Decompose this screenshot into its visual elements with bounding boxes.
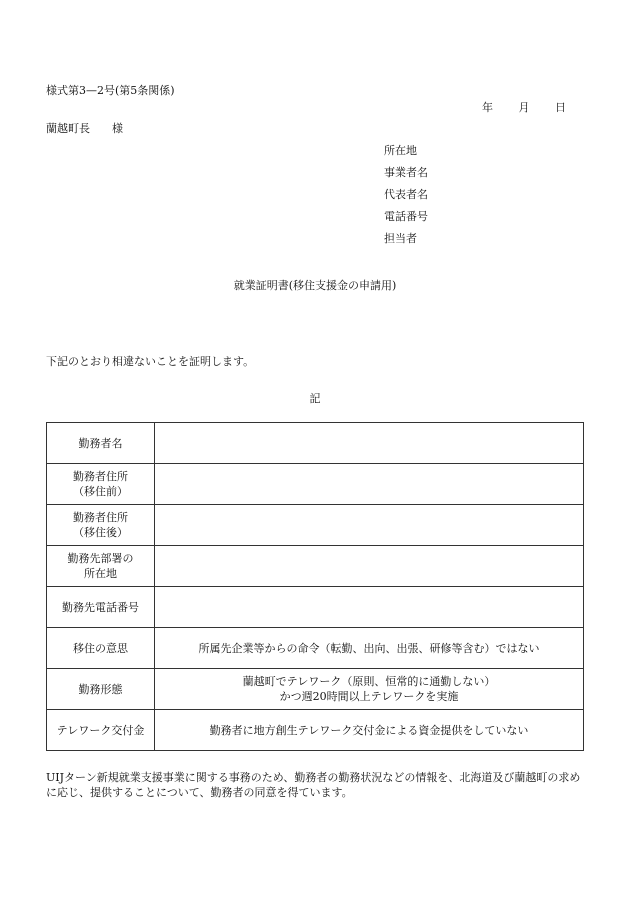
- table-row: [47, 628, 584, 669]
- addressee-name: 蘭越町長: [46, 122, 90, 135]
- row-value-line: かつ週20時間以上テレワークを実施: [279, 690, 459, 703]
- row-label-cell: [47, 587, 155, 628]
- ki-heading: 記: [309, 392, 321, 405]
- intro-statement: 下記のとおり相違ないことを証明します。: [46, 355, 255, 368]
- date-line: [482, 99, 566, 115]
- row-label-line: 移住の意思: [73, 641, 128, 655]
- row-label-line: 勤務形態: [78, 682, 123, 696]
- row-label-cell: [47, 628, 155, 669]
- table-row: [47, 464, 584, 505]
- row-value-line: 勤務者に地方創生テレワーク交付金による資金提供をしていない: [209, 723, 529, 737]
- row-value-cell[interactable]: [155, 587, 584, 628]
- row-label-cell: [47, 423, 155, 464]
- table-row: [47, 423, 584, 464]
- row-label-line: テレワーク交付金: [56, 723, 145, 737]
- row-value-cell: [155, 710, 584, 751]
- row-label-line: 勤務者住所: [73, 470, 128, 483]
- row-label-cell: [47, 505, 155, 546]
- row-label-cell: [47, 710, 155, 751]
- row-label-line: （移住前）: [73, 485, 128, 498]
- employment-table: [46, 422, 584, 751]
- document-title: 就業証明書(移住支援金の申請用): [233, 279, 397, 292]
- form-number: 様式第3—2号(第5条関係): [46, 84, 175, 97]
- row-value-cell[interactable]: [155, 423, 584, 464]
- consent-statement: UIJターン新規就業支援事業に関する事務のため、勤務者の勤務状況などの情報を、北海道及び蘭越町の求めに応じ、提供することについて、勤務者の同意を得ています。: [46, 771, 581, 799]
- table-row: [47, 505, 584, 546]
- row-label-line: 所在地: [84, 567, 117, 580]
- row-label-cell: [47, 546, 155, 587]
- applicant-business-name-label: 事業者名: [384, 166, 428, 179]
- addressee-honorific: 様: [112, 122, 123, 135]
- row-label-line: 勤務者住所: [73, 511, 128, 524]
- row-value-line: 所属先企業等からの命令（転勤、出向、出張、研修等含む）ではない: [198, 641, 540, 655]
- row-label-line: （移住後）: [73, 526, 128, 539]
- date-day-label: 日: [555, 101, 566, 114]
- table-row: [47, 587, 584, 628]
- row-label-line: 勤務者名: [78, 436, 123, 450]
- table-row: [47, 710, 584, 751]
- table-row: [47, 669, 584, 710]
- row-label-cell: [47, 464, 155, 505]
- row-value-line: 蘭越町でテレワーク（原則、恒常的に通勤しない）: [242, 675, 496, 688]
- row-value-cell: [155, 628, 584, 669]
- row-value-cell[interactable]: [155, 464, 584, 505]
- row-value-cell: [155, 669, 584, 710]
- date-year-label: 年: [482, 101, 493, 114]
- row-label-line: 勤務先部署の: [67, 552, 134, 565]
- table-row: [47, 546, 584, 587]
- applicant-representative-label: 代表者名: [384, 188, 428, 201]
- applicant-phone-label: 電話番号: [384, 210, 428, 223]
- applicant-contact-person-label: 担当者: [384, 232, 417, 245]
- date-month-label: 月: [518, 101, 530, 114]
- addressee: [46, 120, 123, 136]
- row-value-cell[interactable]: [155, 505, 584, 546]
- employment-table-body: [47, 423, 584, 751]
- row-label-line: 勤務先電話番号: [62, 600, 139, 614]
- applicant-address-label: 所在地: [384, 144, 417, 157]
- row-label-cell: [47, 669, 155, 710]
- row-value-cell[interactable]: [155, 546, 584, 587]
